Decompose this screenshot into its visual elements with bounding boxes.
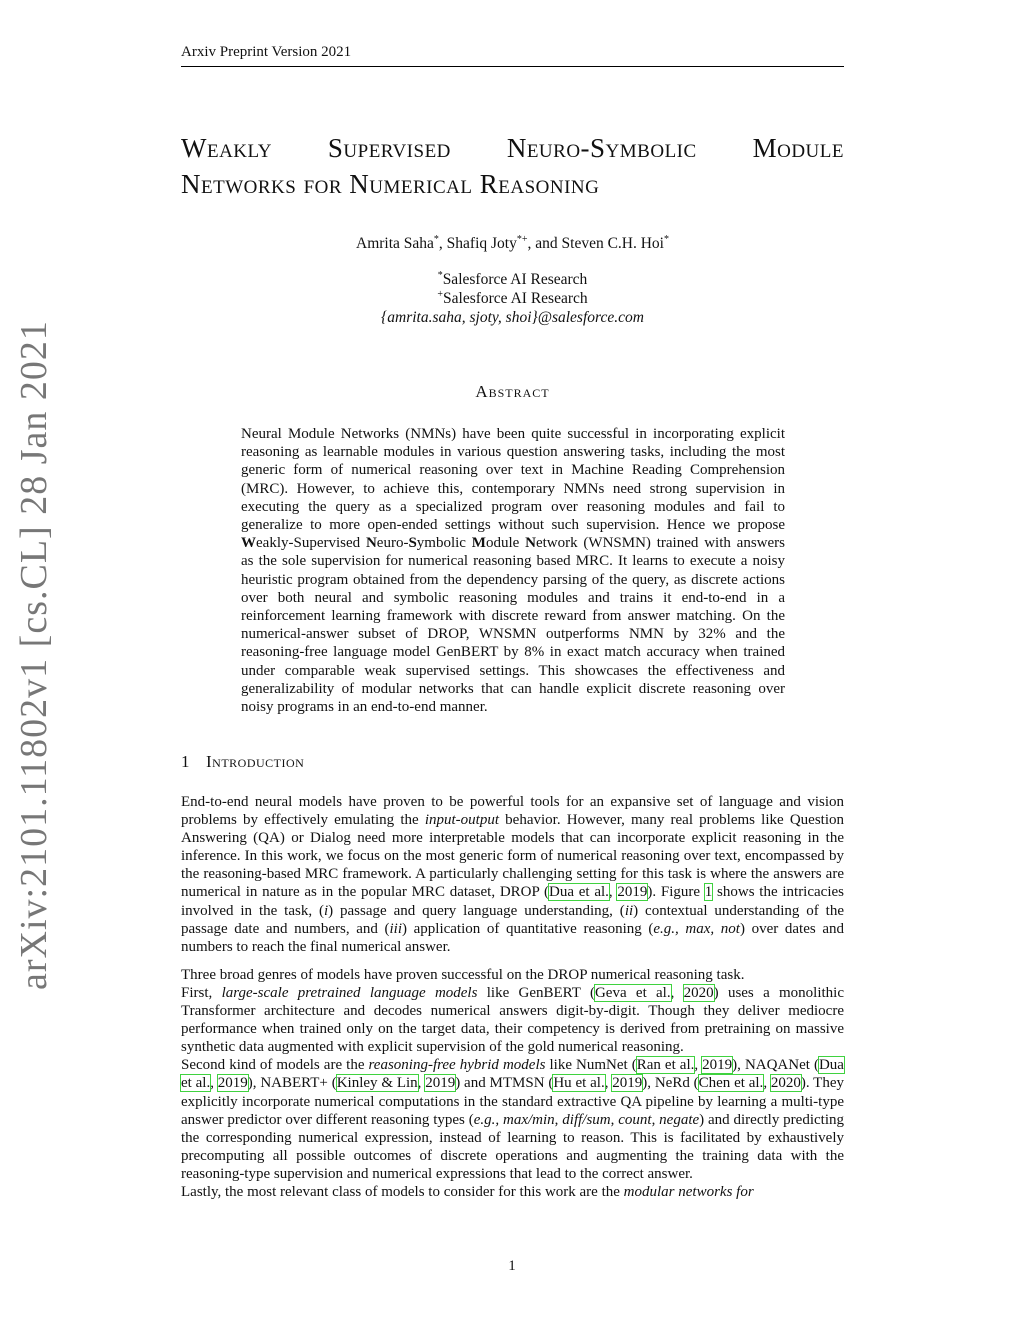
emphasis: ii [624,902,634,919]
citation-link[interactable]: Geva et al. [594,984,671,1001]
text: ) and MTMSN ( [455,1075,554,1092]
emphasis: iii [389,920,402,937]
text: , [670,984,684,1001]
page-number: 1 [508,1258,516,1274]
paragraph [181,966,844,984]
affiliations [181,270,844,327]
text: , [610,1111,619,1128]
paragraph [181,1183,844,1201]
paragraph [181,1056,844,1183]
emphasis: diff/sum [562,1111,611,1128]
affiliation-name: Salesforce AI Research [443,290,588,307]
acronym-letter: N [525,535,536,552]
emphasis: reasoning-free hybrid models [368,1057,546,1074]
text: , [554,1111,563,1128]
running-header: Arxiv Preprint Version 2021 [181,44,844,67]
author-list [181,234,844,253]
paragraph [181,793,844,956]
arxiv-side-identifier: arXiv:2101.11802v1 [cs.CL] 28 Jan 2021 [13,320,55,990]
author-affil-mark: *+ [516,233,528,245]
author-separator: , and [527,235,562,252]
citation-link[interactable]: Ran et al. [636,1057,695,1074]
text: , [763,1075,771,1092]
text: First, [181,984,222,1001]
citation-link[interactable]: Chen et al. [698,1075,764,1092]
text: ) over dates and numbers to reach the final numerical answer. [181,920,844,955]
text: , [651,1111,660,1128]
abstract-heading: Abstract [475,382,550,401]
abstract-text: etwork [535,535,578,552]
author-affil-mark: * [663,233,669,245]
email-text: {amrita.saha, sjoty, shoi}@salesforce.com [381,309,644,326]
emphasis: e.g., max/min [473,1111,555,1128]
section-title: Introduction [206,752,305,771]
affil-mark: + [437,288,444,300]
emphasis: large-scale pretrained language models [221,984,478,1001]
text: ) contextual understanding of the passage date and numbers, and ( [181,902,844,937]
text: , [210,1075,218,1092]
text: like GenBERT ( [477,984,595,1001]
abstract-body [241,425,785,716]
section-heading [181,752,844,772]
text: , [694,1057,703,1074]
text: , [608,884,618,901]
citation-year-link[interactable]: 2019 [217,1075,248,1092]
text: , [417,1075,426,1092]
citation-year-link[interactable]: 2020 [683,984,714,1001]
text: ) and directly predicting the corresponding numerical expression, instead of learning to reason. This is facilitated by exhaustively precomputing all possible outcomes of discrete operations and augmenting the training data with the reasoning-type supervision and numerical expressions that lead to the correct answer. [181,1111,844,1182]
emphasis: modular networks for [623,1183,754,1200]
affiliation-name: Salesforce AI Research [442,271,588,288]
abstract-text: odule [485,535,526,552]
paragraph [181,984,844,1056]
abstract-text: ymbolic [416,535,472,552]
abstract-text: euro- [376,535,409,552]
text: Three broad genres of models have proven successful on the DROP numerical reasoning task. [181,966,745,983]
text: ). They explicitly incorporate numerical computations in the standard extractive QA pipeline by learning a multi-type answer predictor over different reasoning types ( [181,1075,844,1128]
text: Lastly, the most relevant class of models to consider for this work are the [181,1183,624,1200]
title-word: Supervised [327,133,451,163]
author-name: Shafiq Joty [446,235,517,252]
citation-link[interactable]: Dua et al. [181,1057,844,1092]
text: ), NABERT+ ( [247,1075,337,1092]
text: behavior. However, many real problems like Question Answering (QA) or Dialog need more interpretable models that can incorporate explicit reasoning in the inference. In this work, we focus on the most generic form of numerical reasoning over text, encompassed by the reasoning-based MRC framework. A particularly challenging setting for this task is where the answers are numerical in nature as in the popular MRC dataset, DROP ( [181,812,844,901]
acronym-letter: N [365,535,377,552]
text: shows the intricacies involved in the task, ( [181,884,844,919]
figure-ref-link[interactable]: 1 [704,884,713,901]
text: ), NeRd ( [642,1075,699,1092]
citation-year-link[interactable]: 2019 [612,1075,643,1092]
text: ) uses a monolithic Transformer architecture and decodes numerical answers digit-by-digit. Though they deliver mediocre performance when trained only on the target data, their competency is derived from pretraining on massive synthetic data augmented with explicit supervision of the gold numerical reasoning. [181,984,845,1056]
author-emails [181,308,844,327]
affiliation-line [181,270,844,289]
text: like NumNet ( [545,1057,637,1074]
author-name: Amrita Saha [356,235,434,252]
text: ) application of quantitative reasoning ( [402,920,654,937]
title-word: Neuro-Symbolic [506,133,697,163]
abstract-text: Neural Module Networks (NMNs) have been quite successful in incorporating explicit reasoning as learnable modules in various question answering tasks, including the most generic form of numerical reasoning over text in Machine Reading Comprehension (MRC). However, to achieve this, contemporary NMNs need strong supervision in executing the query as a specialized program over reasoning modules and fail to generalize to more open-ended settings without such supervision. Hence we propose [241,426,785,534]
citation-year-link[interactable]: 2019 [617,884,648,901]
emphasis: i [323,902,329,919]
author-name: Steven C.H. Hoi [561,235,664,252]
introduction-body [181,793,844,1201]
abstract-text: (WNSMN) trained with answers as the sole supervision for numerical reasoning based MRC. It learns to execute a noisy heuristic program obtained from the dependency parsing of the query, as discrete actions over both neural and symbolic reasoning modules and trains it end-to-end in a reinforcement learning framework with discrete reward from answer matching. On the numerical-answer subset of DROP, WNSMN outperforms NMN by 32% and the reasoning-free language model GenBERT by 8% in exact match accuracy when trained under comparable weak supervised settings. This showcases the effectiveness and generalizability of modular networks that can handle explicit discrete reasoning over noisy programs in an end-to-end manner. [241,535,786,716]
emphasis: negate [659,1111,700,1128]
text: ). Figure [647,884,705,901]
title-line-2: Networks for Numerical Reasoning [181,169,600,199]
affiliation-line [181,289,844,308]
emphasis: count [618,1111,652,1128]
citation-link[interactable]: Kinley & Lin [336,1075,418,1092]
acronym-letter: W [241,535,256,552]
text: Second kind of models are the [181,1057,369,1074]
text: ) passage and query language understanding, ( [328,902,625,919]
emphasis: input-output [424,812,499,829]
section-number: 1 [181,752,190,771]
author-affil-mark: * [433,233,439,245]
title-word: Weakly [181,133,272,163]
text: ), NAQANet ( [732,1057,819,1074]
text: , [604,1075,613,1092]
citation-link[interactable]: Dua et al. [549,884,609,901]
citation-year-link[interactable]: 2019 [425,1075,456,1092]
emphasis: e.g., max, not [653,920,740,937]
citation-year-link[interactable]: 2020 [770,1075,801,1092]
citation-year-link[interactable]: 2019 [702,1057,733,1074]
title-line-1 [181,130,844,166]
author-separator: , [438,235,447,252]
acronym-letter: S [408,535,417,552]
text: End-to-end neural models have proven to be powerful tools for an expansive set of language and vision problems by effectively emulating the [181,794,844,829]
citation-link[interactable]: Hu et al. [553,1075,605,1092]
abstract-text: eakly-Supervised [256,535,366,552]
acronym-letter: M [471,535,486,552]
affil-mark: * [437,269,443,281]
paper-title [181,130,844,202]
title-word: Module [752,133,844,163]
